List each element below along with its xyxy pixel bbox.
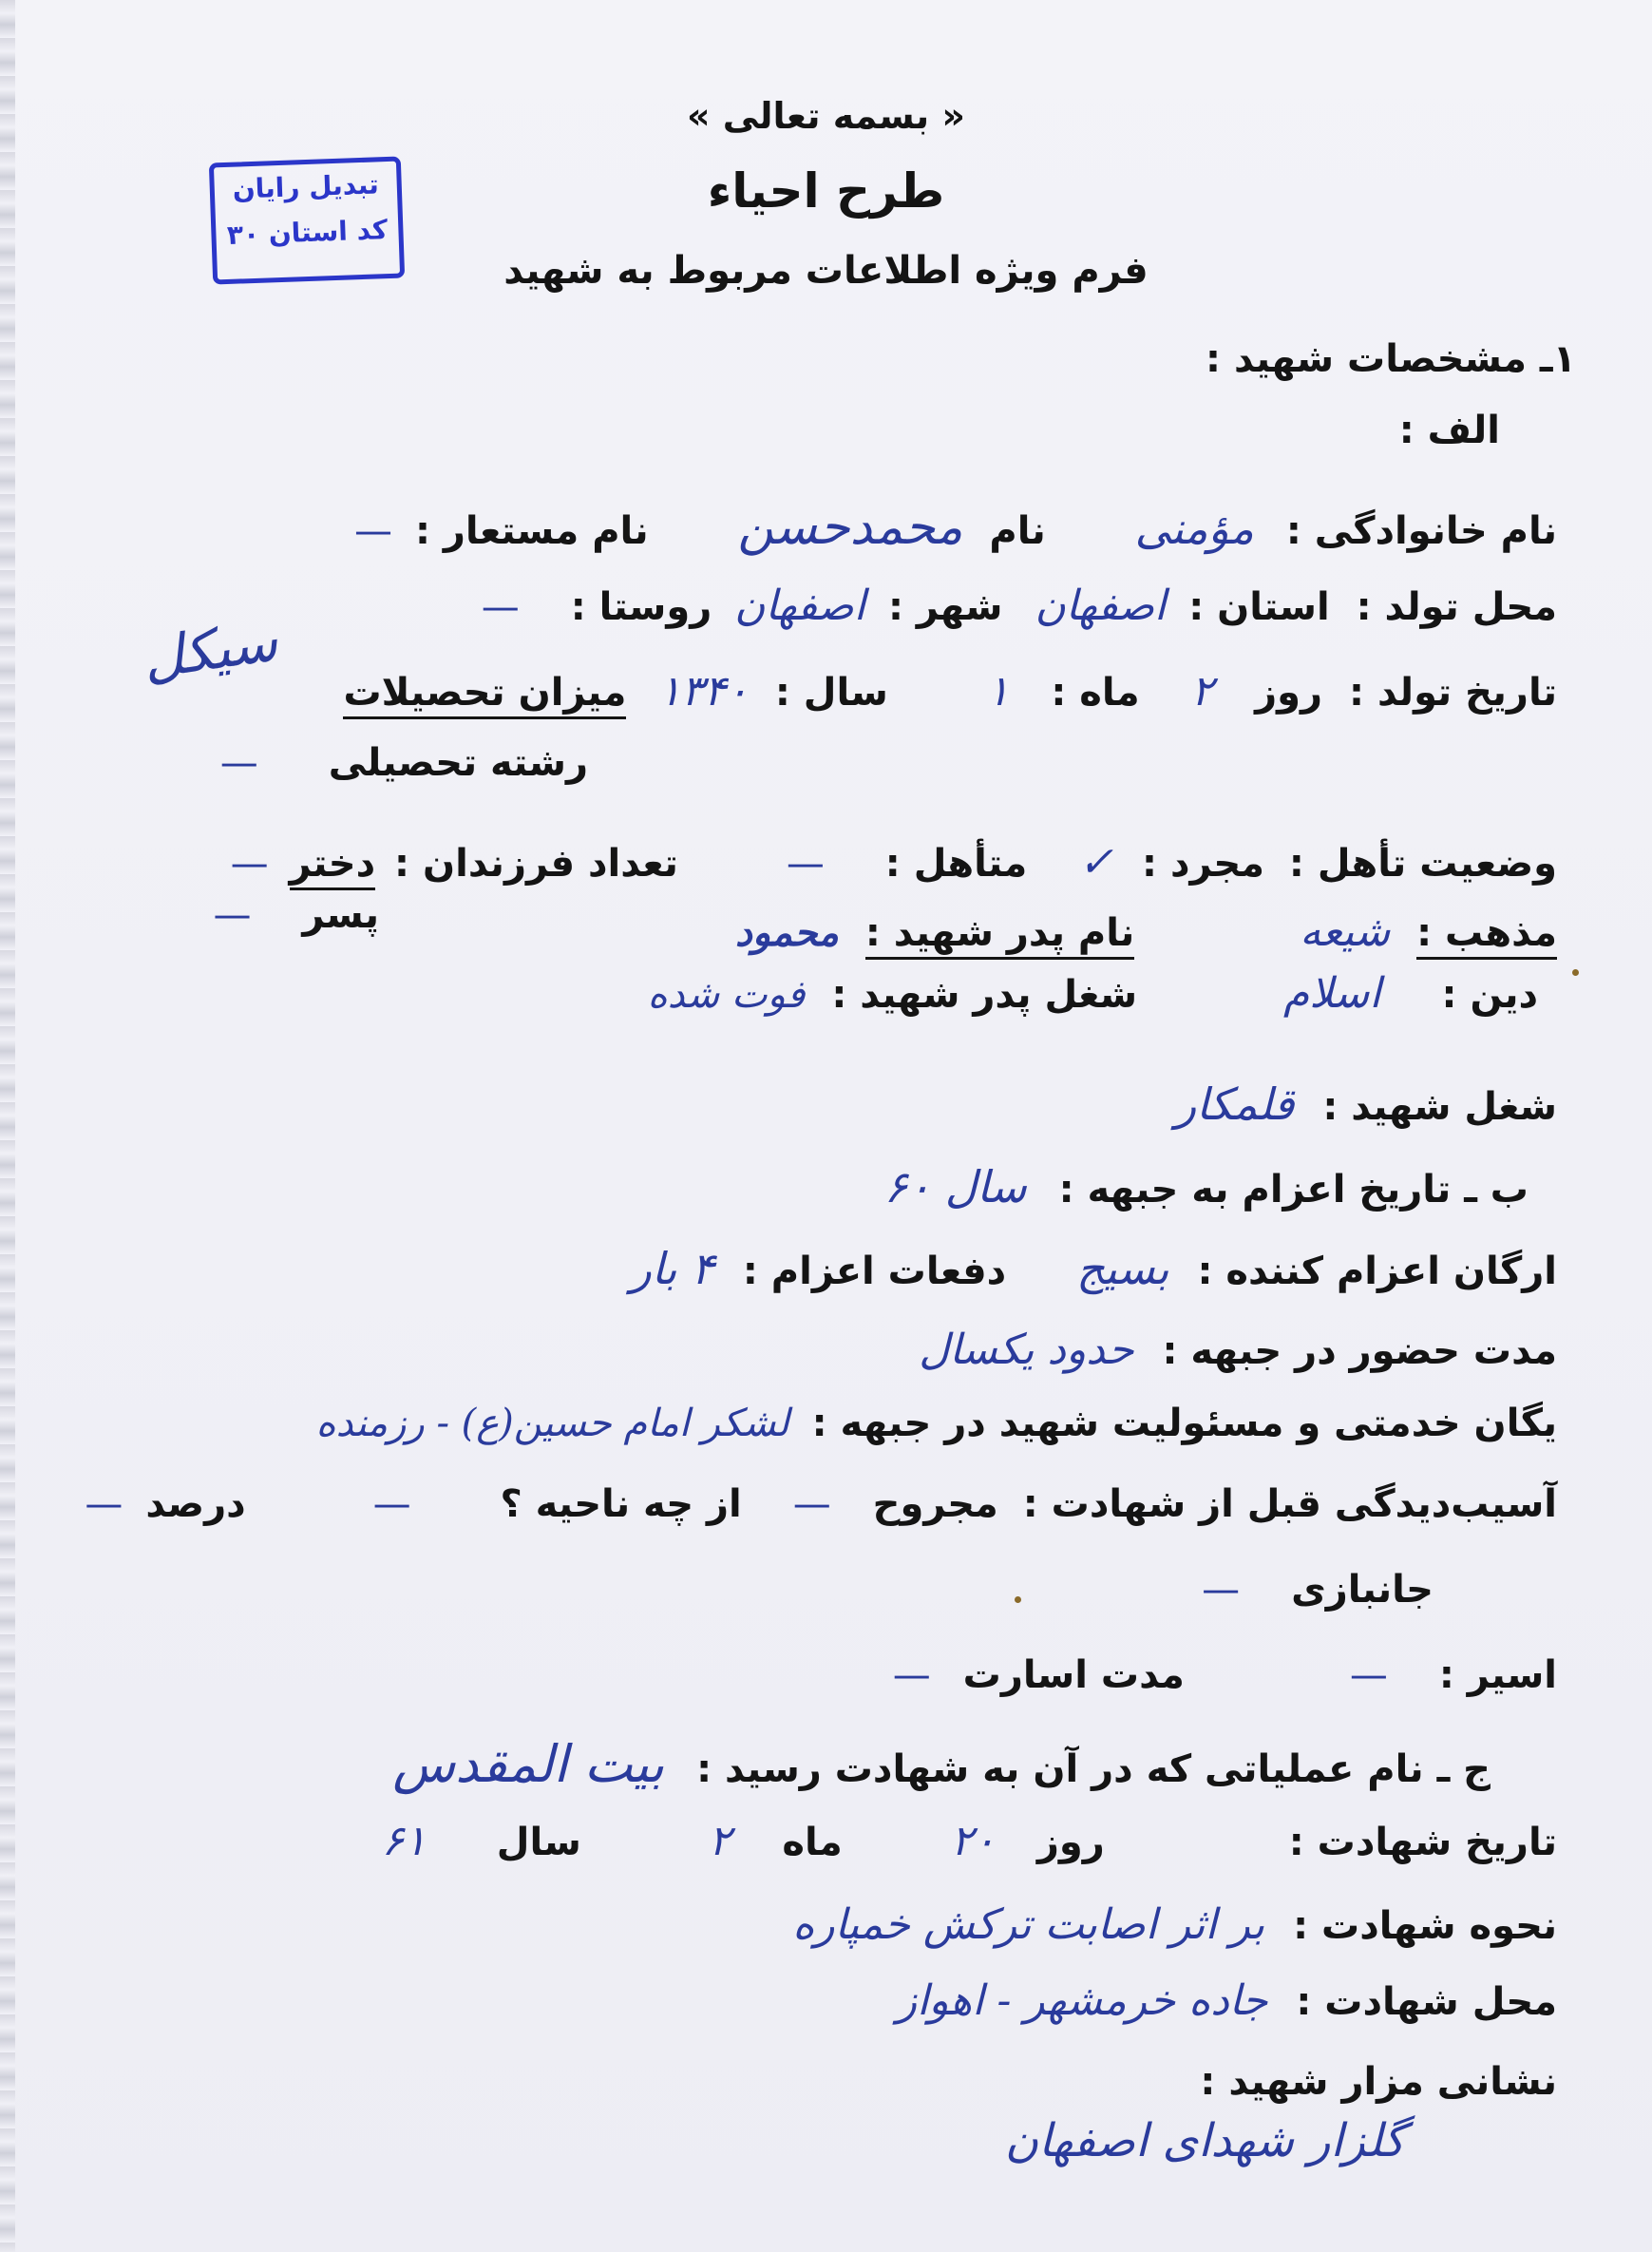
sect-value: شیعه — [1300, 907, 1391, 956]
married-label: متأهل : — [884, 842, 1028, 886]
unit-label: یگان خدمتی و مسئولیت شهید در جبهه : — [811, 1402, 1557, 1445]
birthplace-row — [482, 582, 1557, 630]
place-label: محل شهادت : — [1296, 1980, 1557, 2024]
veteran-row — [1202, 1568, 1434, 1612]
field-row — [220, 741, 588, 785]
father-name-label: نام پدر شهید : — [865, 911, 1134, 960]
single-value: ✓ — [1078, 838, 1114, 887]
religion-value: اسلام — [1283, 969, 1381, 1018]
manner-value: بر اثر اصابت ترکش خمپاره — [792, 1900, 1265, 1949]
stamp-line-2: کد استان ۳۰ — [226, 214, 389, 251]
wounded-label: مجروح — [872, 1482, 998, 1526]
son-value: — — [213, 893, 252, 937]
dispatch-org-label: ارگان اعزام کننده : — [1197, 1250, 1557, 1293]
captive-duration-label: مدت اسارت — [962, 1653, 1185, 1697]
job-row — [1175, 1078, 1557, 1130]
grave-value: گلزار شهدای اصفهان — [1004, 2114, 1405, 2167]
martyrdom-date-label: تاریخ شهادت : — [1288, 1821, 1557, 1864]
paper-speck — [1015, 1596, 1021, 1603]
birthplace-label: محل تولد : — [1356, 585, 1557, 629]
part-b-row — [884, 1161, 1529, 1212]
city-value: اصفهان — [734, 582, 866, 630]
torn-page-edge — [0, 0, 15, 2252]
wounded-value: — — [792, 1482, 831, 1526]
family-name-value: مؤمنی — [1134, 503, 1254, 554]
sect-row — [735, 907, 1557, 960]
marital-label: وضعیت تأهل : — [1288, 842, 1557, 886]
birth-year-value: ۱۳۴۰ — [658, 667, 749, 716]
section-1-title: ۱ـ مشخصات شهید : — [1206, 337, 1576, 381]
education-value: سیکل — [138, 608, 282, 692]
operation-label: ج ـ نام عملیاتی که در آن به شهادت رسید : — [696, 1747, 1491, 1791]
job-label: شغل شهید : — [1322, 1085, 1557, 1129]
first-name-label: نام — [989, 509, 1046, 553]
martyrdom-day-label: روز — [1036, 1821, 1105, 1864]
injury-area-label: از چه ناحیه ؟ — [500, 1482, 742, 1526]
son-row — [213, 893, 379, 937]
manner-label: نحوه شهادت : — [1293, 1904, 1557, 1948]
father-job-label: شغل پدر شهید : — [831, 973, 1138, 1017]
birth-day-value: ۲ — [1190, 667, 1214, 716]
percent-label: درصد — [145, 1482, 246, 1526]
stamp-line-1: تبدیل رایان — [232, 168, 380, 205]
dispatch-date-value: سال ۶۰ — [883, 1161, 1027, 1212]
injury-area-value: — — [372, 1482, 411, 1526]
sect-label: مذهب : — [1416, 911, 1557, 960]
grave-row — [1200, 2060, 1557, 2104]
province-value: اصفهان — [1035, 582, 1167, 630]
veteran-label: جانبازی — [1291, 1568, 1434, 1612]
birth-month-value: ۱ — [986, 667, 1010, 716]
captive-duration-value: — — [892, 1653, 931, 1697]
field-label: رشته تحصیلی — [328, 741, 588, 785]
injury-label: آسیب‌دیدگی قبل از شهادت : — [1022, 1482, 1557, 1526]
dispatch-count-value: ۴ بار — [630, 1243, 714, 1294]
province-label: استان : — [1188, 585, 1330, 629]
birth-day-label: روز — [1255, 671, 1323, 715]
percent-value: — — [85, 1482, 123, 1526]
captive-row — [893, 1653, 1557, 1697]
father-name-value: محمود — [735, 910, 839, 955]
captive-label: اسیر : — [1438, 1653, 1557, 1697]
daughter-label: دختر — [290, 842, 376, 890]
dispatch-date-label: ب ـ تاریخ اعزام به جبهه : — [1058, 1168, 1529, 1212]
martyrdom-day-value: ۲۰ — [950, 1817, 996, 1865]
veteran-value: — — [1202, 1568, 1241, 1612]
grave-label: نشانی مزار شهید : — [1200, 2060, 1557, 2104]
birth-month-label: ماه : — [1051, 671, 1140, 715]
martyrdom-month-value: ۲ — [708, 1817, 731, 1865]
marital-row — [231, 838, 1557, 890]
son-label: پسر — [302, 893, 379, 937]
daughter-value: — — [230, 842, 269, 886]
part-c-row — [392, 1734, 1491, 1794]
duration-value: حدود یکسال — [919, 1326, 1134, 1374]
religion-row — [648, 969, 1538, 1018]
alias-value: — — [354, 509, 393, 553]
married-value: — — [786, 842, 825, 886]
birthdate-label: تاریخ تولد : — [1349, 671, 1557, 715]
single-label: مجرد : — [1142, 842, 1264, 886]
martyrdom-month-label: ماه — [782, 1821, 843, 1864]
form-title: طرح احیاء — [707, 163, 945, 219]
grave-value-line — [1005, 2114, 1405, 2167]
bismillah: « بسمه تعالی » — [687, 95, 965, 137]
form-subtitle: فرم ویژه اطلاعات مربوط به شهید — [503, 249, 1149, 293]
dispatch-row — [631, 1243, 1557, 1294]
duration-row — [919, 1326, 1557, 1374]
paper-speck — [1572, 969, 1579, 976]
martyrdom-year-label: سال — [496, 1821, 581, 1864]
education-label: میزان تحصیلات — [343, 671, 626, 719]
village-label: روستا : — [570, 585, 712, 629]
duration-label: مدت حضور در جبهه : — [1162, 1329, 1557, 1373]
city-label: شهر : — [887, 585, 1003, 629]
martyrdom-date-row — [382, 1817, 1557, 1865]
children-label: تعداد فرزندان : — [394, 842, 678, 886]
operation-value: بیت المقدس — [392, 1734, 665, 1794]
captive-value: — — [1349, 1653, 1388, 1697]
unit-row — [316, 1402, 1557, 1445]
village-value: — — [481, 585, 520, 629]
part-a-label: الف : — [1398, 409, 1500, 452]
name-row — [354, 499, 1557, 556]
manner-row — [792, 1900, 1557, 1949]
alias-label: نام مستعار : — [414, 509, 649, 553]
job-value: قلمکار — [1174, 1078, 1295, 1130]
family-name-label: نام خانوادگی : — [1285, 509, 1557, 553]
unit-value: لشکر امام حسین(ع) - رزمنده — [315, 1402, 789, 1445]
religion-label: دین : — [1441, 973, 1538, 1017]
dispatch-org-value: بسیج — [1076, 1243, 1169, 1294]
birth-year-label: سال : — [774, 671, 888, 715]
father-job-value: فوت شده — [647, 973, 806, 1017]
birthdate-row — [343, 667, 1557, 719]
martyrdom-year-value: ۶۱ — [381, 1817, 427, 1865]
injury-row — [85, 1482, 1557, 1526]
dispatch-count-label: دفعات اعزام : — [742, 1250, 1007, 1293]
place-value: جاده خرمشهر - اهواز — [896, 1976, 1268, 2025]
field-value: — — [219, 741, 258, 785]
place-row — [897, 1976, 1557, 2025]
first-name-value: محمدحسن — [737, 499, 963, 556]
